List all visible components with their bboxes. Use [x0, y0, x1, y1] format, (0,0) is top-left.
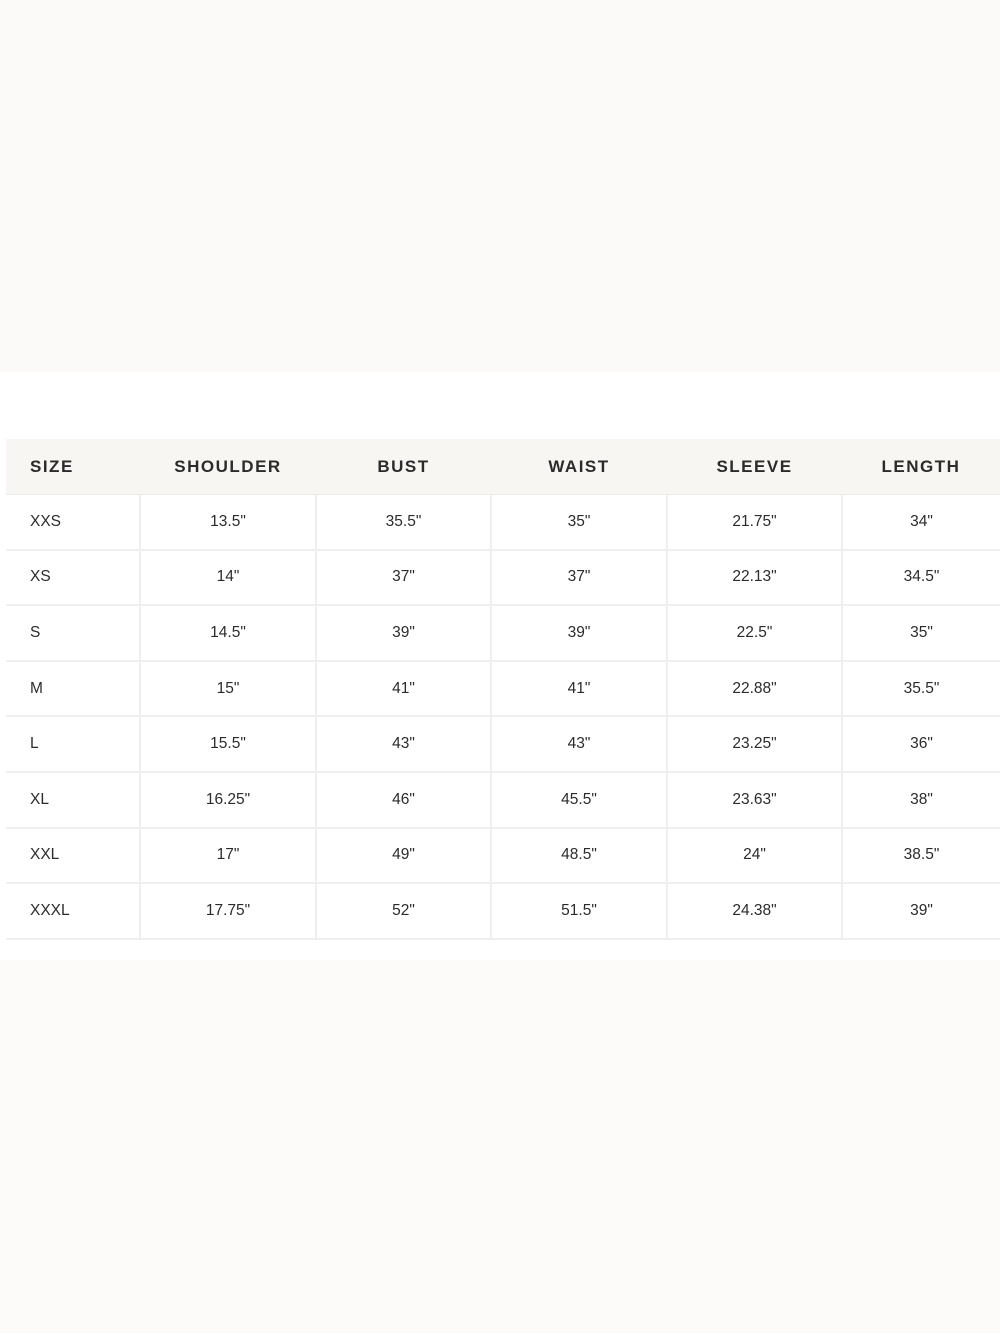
table-row [6, 605, 1000, 661]
cell-bust: 49" [316, 828, 491, 884]
cell-bust: 39" [316, 605, 491, 661]
cell-waist: 43" [491, 716, 667, 772]
header-sleeve: SLEEVE [667, 439, 842, 495]
header-bust: BUST [316, 439, 491, 495]
cell-sleeve: 22.88" [667, 661, 842, 717]
header-size: SIZE [6, 439, 140, 495]
cell-waist: 51.5" [491, 883, 667, 939]
cell-length: 34.5" [842, 550, 1000, 606]
header-shoulder: SHOULDER [140, 439, 316, 495]
blurred-top-area [0, 0, 1000, 372]
cell-waist: 37" [491, 550, 667, 606]
cell-waist: 48.5" [491, 828, 667, 884]
cell-size: L [6, 716, 140, 772]
cell-length: 35" [842, 605, 1000, 661]
cell-sleeve: 21.75" [667, 495, 842, 550]
cell-sleeve: 23.25" [667, 716, 842, 772]
cell-shoulder: 13.5" [140, 495, 316, 550]
cell-size: XXS [6, 495, 140, 550]
table-row [6, 828, 1000, 884]
cell-size: XL [6, 772, 140, 828]
cell-length: 35.5" [842, 661, 1000, 717]
cell-waist: 35" [491, 495, 667, 550]
cell-size: XXL [6, 828, 140, 884]
cell-length: 38.5" [842, 828, 1000, 884]
cell-bust: 52" [316, 883, 491, 939]
cell-shoulder: 17.75" [140, 883, 316, 939]
cell-bust: 35.5" [316, 495, 491, 550]
cell-waist: 41" [491, 661, 667, 717]
cell-size: XXXL [6, 883, 140, 939]
cell-waist: 39" [491, 605, 667, 661]
cell-size: S [6, 605, 140, 661]
cell-length: 34" [842, 495, 1000, 550]
cell-bust: 41" [316, 661, 491, 717]
cell-length: 39" [842, 883, 1000, 939]
cell-shoulder: 14" [140, 550, 316, 606]
cell-bust: 43" [316, 716, 491, 772]
table-row [6, 883, 1000, 939]
cell-length: 36" [842, 716, 1000, 772]
table-row [6, 495, 1000, 550]
cell-size: XS [6, 550, 140, 606]
cell-sleeve: 24" [667, 828, 842, 884]
cell-sleeve: 23.63" [667, 772, 842, 828]
table-row [6, 550, 1000, 606]
cell-waist: 45.5" [491, 772, 667, 828]
cell-shoulder: 14.5" [140, 605, 316, 661]
size-chart-table [6, 439, 1000, 940]
cell-sleeve: 24.38" [667, 883, 842, 939]
cell-shoulder: 17" [140, 828, 316, 884]
cell-shoulder: 16.25" [140, 772, 316, 828]
table-row [6, 716, 1000, 772]
header-row [6, 439, 1000, 495]
header-waist: WAIST [491, 439, 667, 495]
cell-sleeve: 22.5" [667, 605, 842, 661]
cell-shoulder: 15" [140, 661, 316, 717]
cell-sleeve: 22.13" [667, 550, 842, 606]
blurred-bottom-area [0, 960, 1000, 1333]
table-row [6, 661, 1000, 717]
cell-size: M [6, 661, 140, 717]
table-row [6, 772, 1000, 828]
cell-shoulder: 15.5" [140, 716, 316, 772]
header-length: LENGTH [842, 439, 1000, 495]
cell-bust: 46" [316, 772, 491, 828]
cell-bust: 37" [316, 550, 491, 606]
cell-length: 38" [842, 772, 1000, 828]
